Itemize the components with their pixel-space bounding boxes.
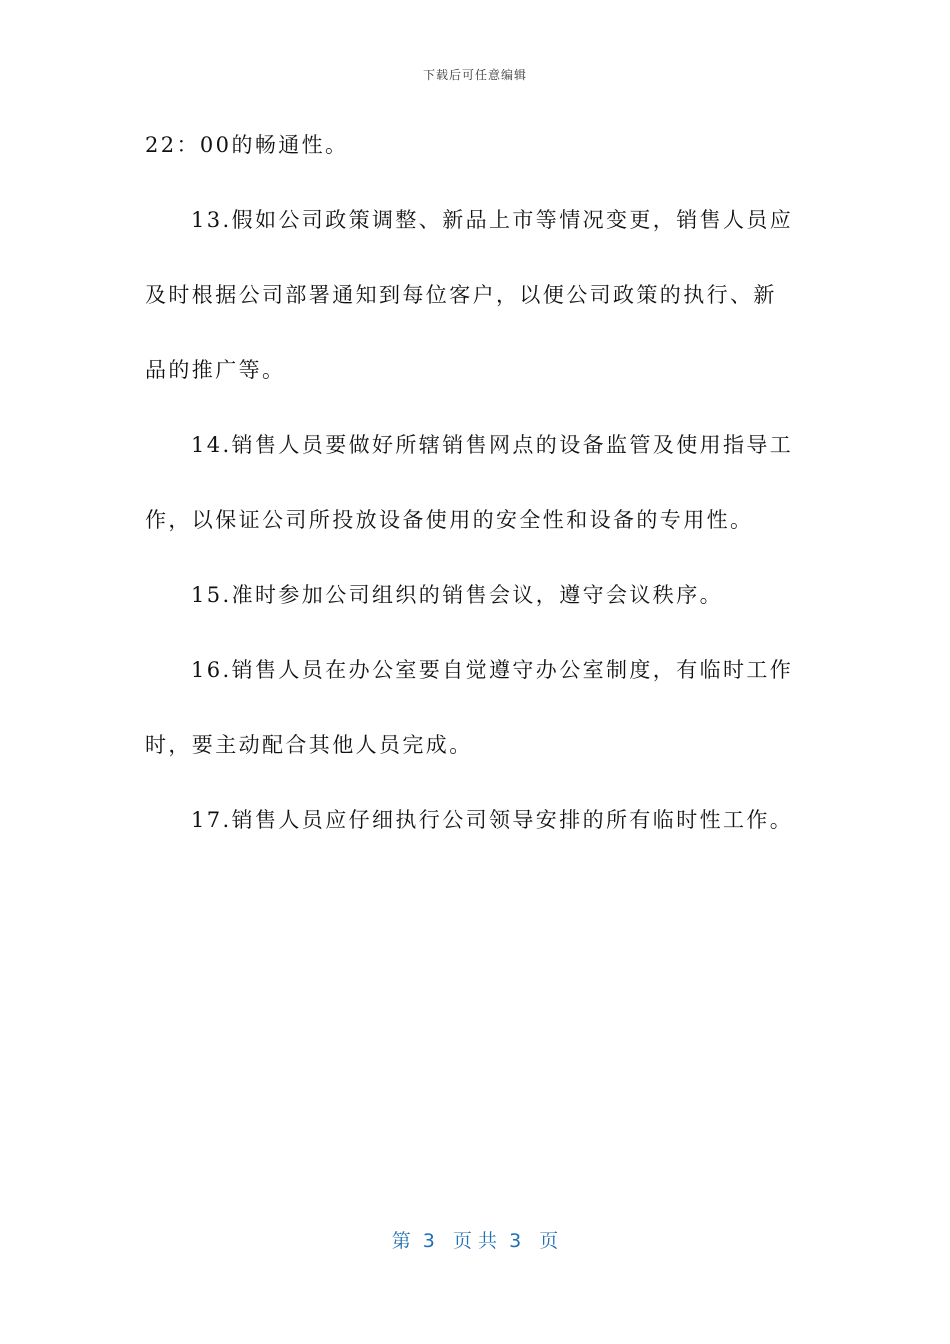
paragraph-line: 22：00的畅通性。 [145, 133, 349, 157]
page-header: 下载后可任意编辑 [422, 68, 527, 82]
paragraph-line: 品的推广等。 [145, 358, 286, 382]
paragraph-line: 14.销售人员要做好所辖销售网点的设备监管及使用指导工 [191, 433, 794, 457]
paragraph-line: 作，以保证公司所投放设备使用的安全性和设备的专用性。 [145, 508, 754, 532]
paragraph-line: 13.假如公司政策调整、新品上市等情况变更，销售人员应 [191, 208, 794, 232]
paragraph-line: 17.销售人员应仔细执行公司领导安排的所有临时性工作。 [191, 808, 794, 832]
paragraph-line: 15.准时参加公司组织的销售会议，遵守会议秩序。 [191, 583, 723, 607]
paragraph-line: 时，要主动配合其他人员完成。 [145, 733, 473, 757]
document-body [145, 122, 805, 872]
paragraph-line: 16.销售人员在办公室要自觉遵守办公室制度，有临时工作 [191, 658, 794, 682]
paragraph-line: 及时根据公司部署通知到每位客户，以便公司政策的执行、新 [145, 283, 777, 307]
page-number-footer: 第 3 页 共 3 页 [391, 1230, 559, 1252]
